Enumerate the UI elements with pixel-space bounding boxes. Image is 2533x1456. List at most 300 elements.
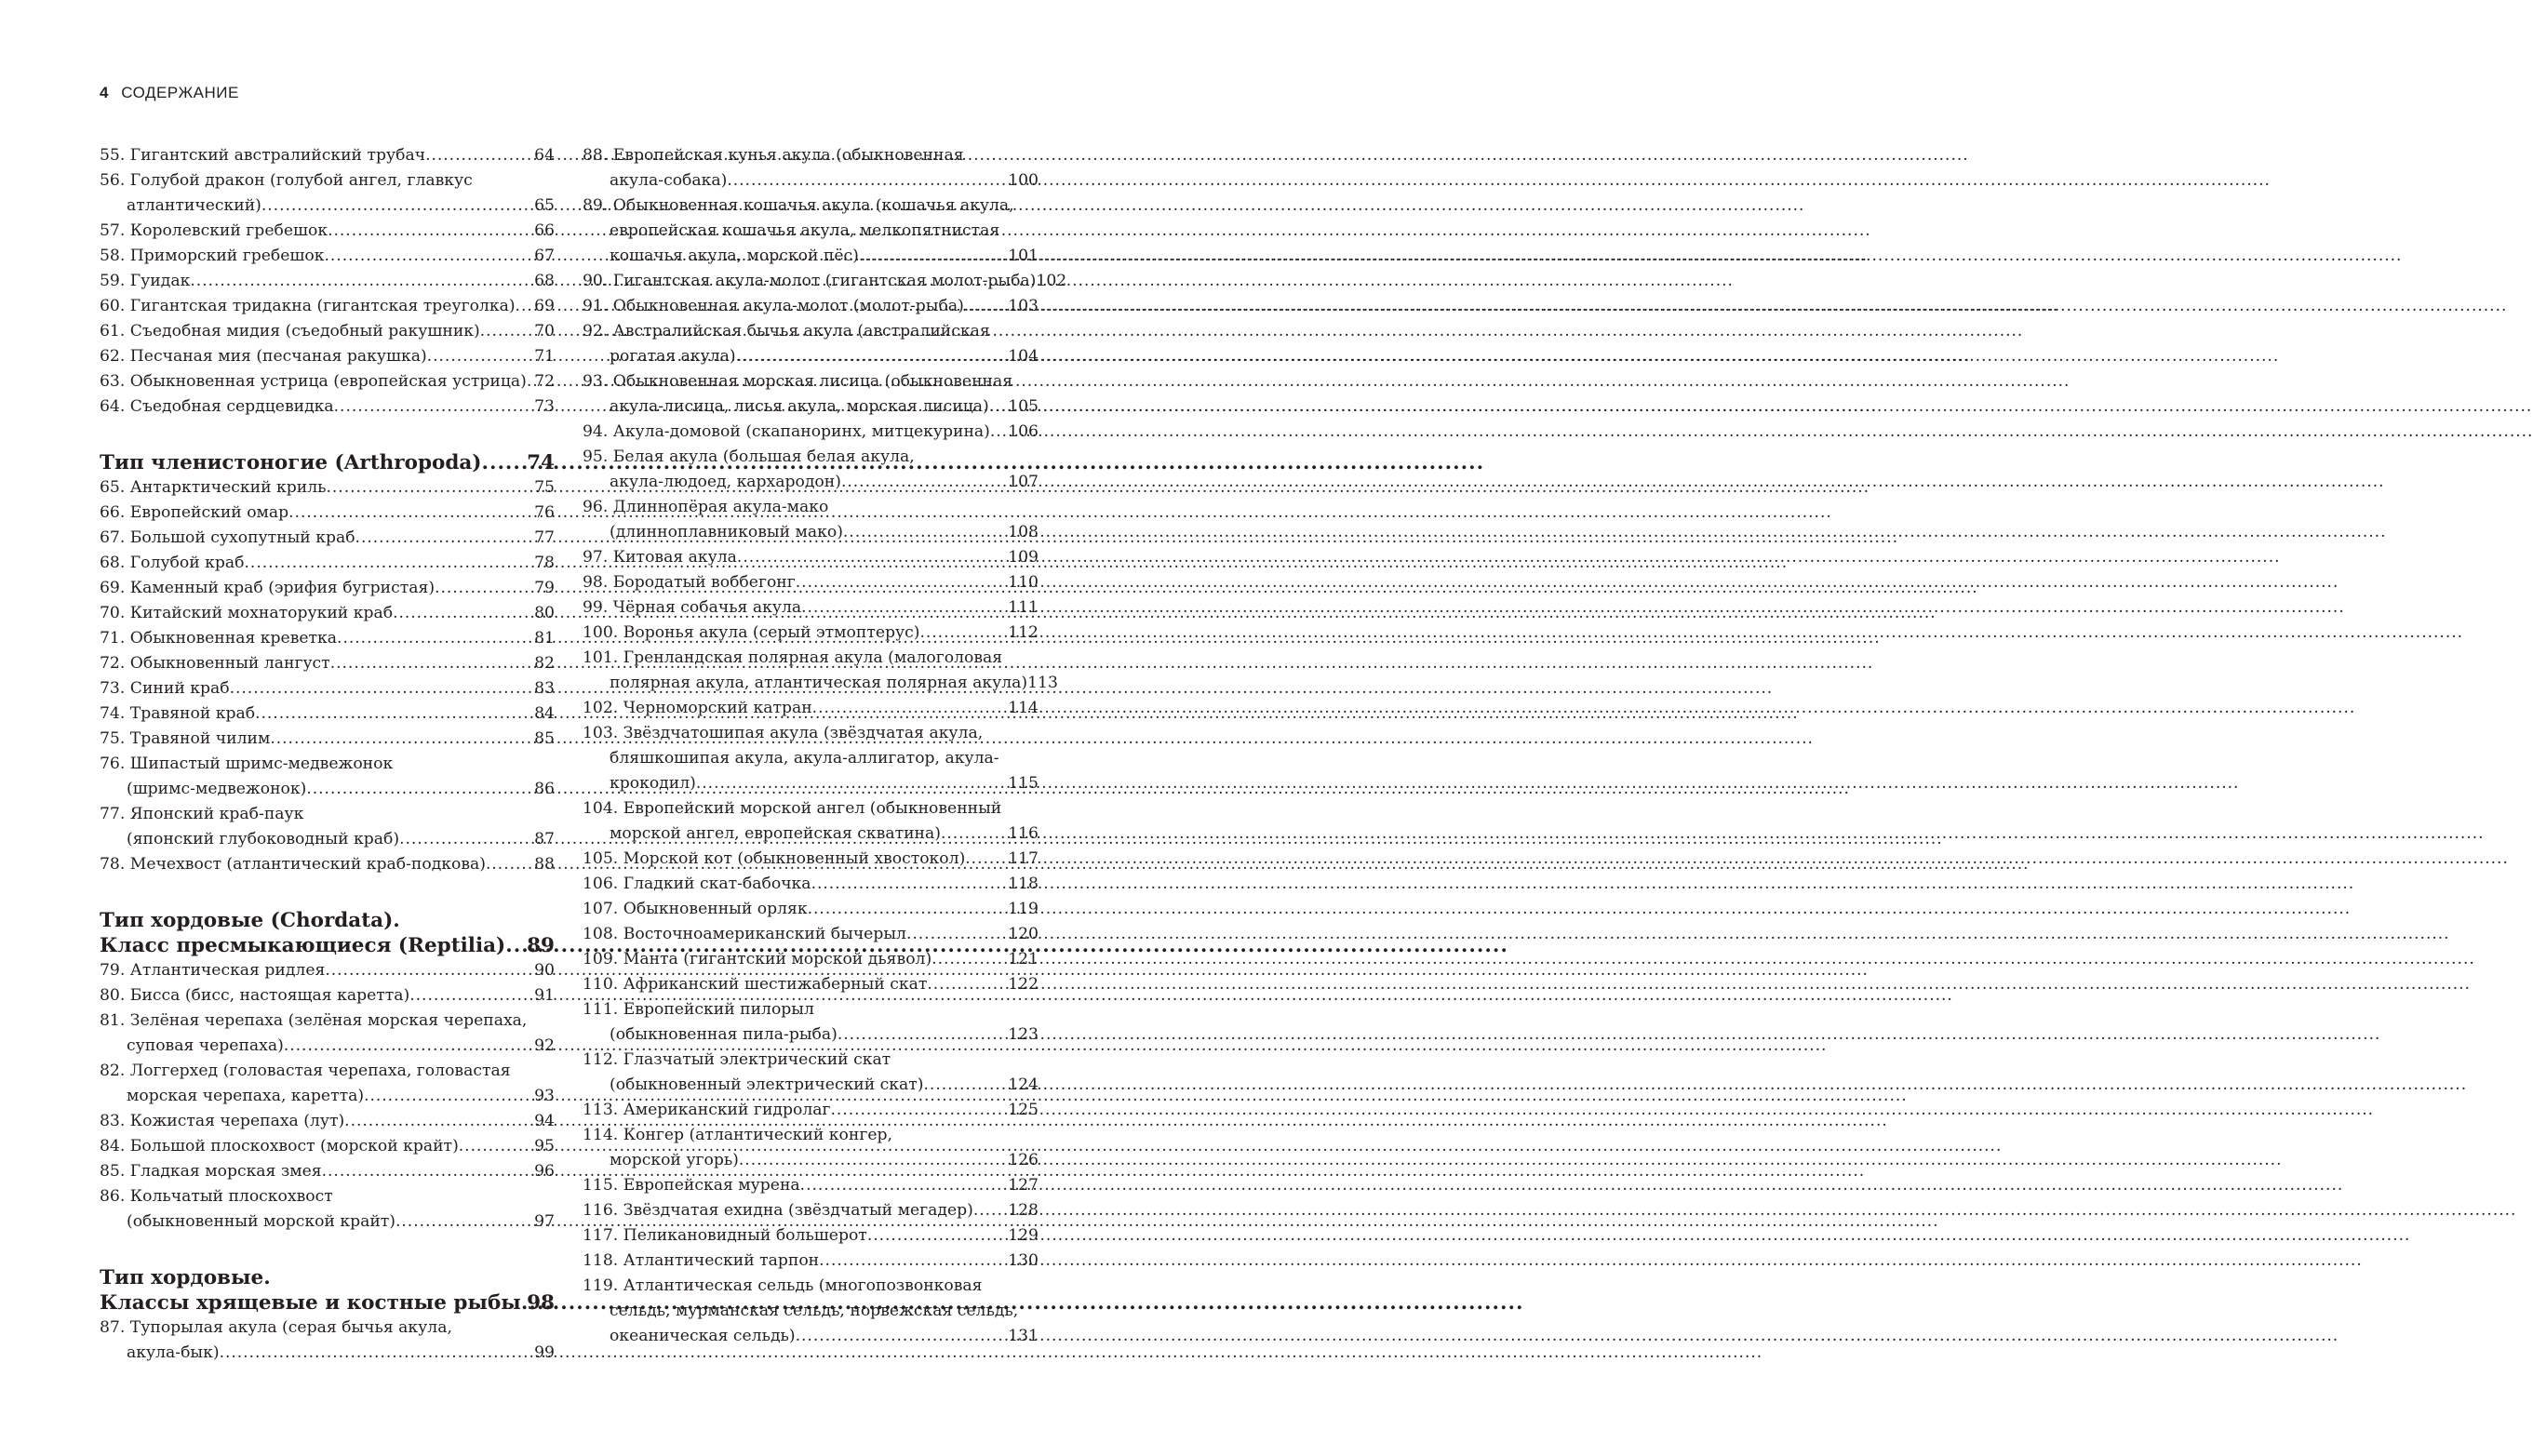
dot-leader <box>941 822 1008 847</box>
entry-page-number: 123 <box>1008 1025 1039 1044</box>
entry-title: 96. Длиннопёрая акула-мако <box>583 498 829 516</box>
toc-entry[interactable] <box>100 143 555 168</box>
entry-title: 83. Кожистая черепаха (лут) <box>100 1112 345 1130</box>
entry-page-number: 87 <box>534 830 555 848</box>
entry-page-number: 80 <box>534 604 555 622</box>
toc-entry[interactable] <box>583 696 1039 721</box>
entry-title: (обыкновенный морской крайт) <box>127 1212 395 1231</box>
entry-page-number: 116 <box>1008 824 1039 843</box>
dot-leader <box>325 958 534 983</box>
entry-title: 97. Китовая акула <box>583 548 737 567</box>
entry-title: 106. Гладкий скат-бабочка <box>583 875 811 893</box>
entry-title: европейская кошачья акула, мелкопятнистая <box>610 221 1000 240</box>
toc-entry[interactable] <box>100 551 555 576</box>
toc-entry[interactable] <box>100 958 555 983</box>
toc-entry-continuation[interactable] <box>583 344 1039 369</box>
section-heading[interactable] <box>100 908 555 933</box>
entry-page-number: 120 <box>1008 925 1039 943</box>
entry-page-number: 83 <box>534 679 555 698</box>
entry-title: 116. Звёздчатая ехидна (звёздчатый мегадер) <box>583 1201 973 1220</box>
dot-leader <box>505 933 527 958</box>
entry-page-number: 77 <box>534 528 555 547</box>
toc-entry[interactable] <box>583 1249 1039 1274</box>
dot-leader <box>393 601 534 626</box>
toc-entry[interactable] <box>583 621 1039 646</box>
toc-entry-continuation[interactable] <box>583 1299 1039 1324</box>
toc-entry[interactable] <box>583 1198 1039 1223</box>
entry-page-number: 97 <box>534 1212 555 1231</box>
toc-entry[interactable] <box>100 852 555 877</box>
toc-entry[interactable] <box>100 626 555 651</box>
dot-leader <box>425 143 534 168</box>
entry-title: 82. Логгерхед (головастая черепаха, головастая <box>100 1062 511 1080</box>
dot-leader <box>739 1148 1008 1173</box>
section-heading[interactable] <box>100 1290 555 1316</box>
dot-leader <box>337 626 534 651</box>
toc-entry[interactable] <box>100 601 555 626</box>
entry-title: (шримс-медвежонок) <box>127 780 307 798</box>
toc-entry[interactable] <box>583 997 1039 1022</box>
toc-entry[interactable] <box>100 1134 555 1159</box>
entry-page-number: 103 <box>1008 297 1039 315</box>
toc-entry[interactable] <box>100 576 555 601</box>
entry-title: 105. Морской кот (обыкновенный хвостокол) <box>583 849 966 868</box>
toc-entry[interactable] <box>100 344 555 369</box>
dot-leader <box>841 470 1008 495</box>
entry-title: (обыкновенный электрический скат) <box>610 1075 924 1094</box>
entry-title: Тип членистоногие (Arthropoda) <box>100 451 482 474</box>
entry-title: Класс пресмыкающиеся (Reptilia) <box>100 934 506 957</box>
entry-page-number: 107 <box>1008 473 1039 491</box>
toc-entry[interactable] <box>583 269 1067 294</box>
dot-leader <box>843 520 1008 545</box>
entry-page-number: 69 <box>534 297 555 315</box>
entry-page-number: 115 <box>1008 774 1039 793</box>
entry-page-number: 93 <box>534 1087 555 1105</box>
entry-title: 115. Европейская мурена <box>583 1176 800 1195</box>
toc-entry[interactable] <box>583 143 1039 168</box>
entry-page-number: 122 <box>1008 975 1039 994</box>
toc-entry-continuation[interactable] <box>583 1324 1039 1349</box>
entry-title: акула-бык) <box>127 1343 220 1362</box>
toc-entry[interactable] <box>100 1184 555 1209</box>
entry-title: 68. Голубой краб <box>100 554 245 572</box>
dot-leader <box>334 394 534 420</box>
toc-entry-continuation[interactable] <box>583 470 1039 495</box>
entry-page-number: 124 <box>1008 1075 1039 1094</box>
entry-title: 66. Европейский омар <box>100 503 289 522</box>
entry-title: 80. Бисса (бисс, настоящая каретта) <box>100 986 410 1005</box>
entry-page-number: 88 <box>534 855 555 874</box>
running-head <box>100 84 239 102</box>
entry-title: Тип хордовые (Chordata). <box>100 909 400 932</box>
dot-leader <box>990 420 1008 445</box>
entry-title: 91. Обыкновенная акула-молот (молот-рыба) <box>583 297 964 315</box>
page-number: 4 <box>100 84 109 101</box>
entry-title: 62. Песчаная мия (песчаная ракушка) <box>100 347 427 366</box>
entry-title: крокодил) <box>610 774 696 793</box>
toc-entry[interactable] <box>583 646 1039 671</box>
entry-page-number: 89 <box>527 934 555 957</box>
toc-entry-continuation[interactable] <box>583 822 1039 847</box>
toc-entry[interactable] <box>100 501 555 526</box>
entry-page-number: 65 <box>534 196 555 215</box>
toc-entry-continuation[interactable] <box>100 777 555 802</box>
entry-title: 88. Европейская кунья акула (обыкновенная <box>583 146 964 165</box>
entry-page-number: 81 <box>534 629 555 648</box>
entry-page-number: 119 <box>1008 900 1039 918</box>
entry-title: 108. Восточноамериканский бычерыл <box>583 925 906 943</box>
entry-page-number: 100 <box>1008 171 1039 190</box>
section-gap <box>100 420 555 450</box>
entry-page-number: 72 <box>534 372 555 391</box>
toc-entry-continuation[interactable] <box>583 168 1039 194</box>
entry-page-number: 91 <box>534 986 555 1005</box>
section-heading[interactable] <box>100 450 555 475</box>
entry-title: кошачья акула, морской пёс) <box>610 247 859 265</box>
entry-page-number: 76 <box>534 503 555 522</box>
entry-page-number: 131 <box>1008 1327 1039 1345</box>
toc-entry[interactable] <box>583 721 1039 746</box>
entry-page-number: 130 <box>1008 1251 1039 1270</box>
entry-page-number: 109 <box>1008 548 1039 567</box>
entry-page-number: 98 <box>527 1291 555 1315</box>
toc-entry-continuation[interactable] <box>583 244 1039 269</box>
entry-page-number: 113 <box>1027 674 1058 692</box>
dot-leader <box>261 194 534 219</box>
entry-title: Классы хрящевые и костные рыбы <box>100 1291 521 1315</box>
entry-page-number: 105 <box>1008 397 1039 416</box>
dot-leader <box>288 501 534 526</box>
dot-leader <box>800 1173 1009 1198</box>
toc-entry[interactable] <box>100 752 555 777</box>
entry-title: 57. Королевский гребешок <box>100 221 328 240</box>
entry-title: (японский глубоководный краб) <box>127 830 400 848</box>
dot-leader <box>924 1073 1009 1098</box>
toc-entry[interactable] <box>583 294 1039 319</box>
toc-entry-continuation[interactable] <box>100 1034 555 1059</box>
entry-page-number: 99 <box>534 1343 555 1362</box>
entry-title: суповая черепаха) <box>127 1036 284 1055</box>
entry-page-number: 66 <box>534 221 555 240</box>
entry-page-number: 75 <box>534 478 555 497</box>
entry-page-number: 129 <box>1008 1226 1039 1245</box>
entry-title: 103. Звёздчатошипая акула (звёздчатая акула, <box>583 724 984 742</box>
dot-leader <box>831 1098 1009 1123</box>
dot-leader <box>964 294 1008 319</box>
entry-page-number: 84 <box>534 704 555 723</box>
entry-title: 81. Зелёная черепаха (зелёная морская черепаха, <box>100 1011 528 1030</box>
entry-title: 110. Африканский шестижаберный скат <box>583 975 928 994</box>
dot-leader <box>516 294 535 319</box>
entry-title: 113. Американский гидролаг <box>583 1101 831 1119</box>
dot-leader <box>906 922 1008 947</box>
toc-entry-continuation[interactable] <box>100 1209 555 1235</box>
toc-entry[interactable] <box>100 319 555 344</box>
entry-title: 67. Большой сухопутный краб <box>100 528 355 547</box>
toc-entry[interactable] <box>583 595 1039 621</box>
toc-entry-continuation[interactable] <box>583 1022 1039 1048</box>
entry-title: 107. Обыкновенный орляк <box>583 900 808 918</box>
dot-leader <box>859 244 1008 269</box>
dot-leader <box>965 847 1008 872</box>
toc-entry-continuation[interactable] <box>583 394 1039 420</box>
entry-title: 94. Акула-домовой (скапаноринх, митцекурина) <box>583 422 990 441</box>
entry-page-number: 79 <box>534 579 555 597</box>
dot-leader <box>736 344 1009 369</box>
entry-page-number: 101 <box>1008 247 1039 265</box>
dot-leader <box>399 827 534 852</box>
dot-leader <box>324 244 534 269</box>
entry-page-number: 86 <box>534 780 555 798</box>
entry-title: 118. Атлантический тарпон <box>583 1251 820 1270</box>
dot-leader <box>459 1134 534 1159</box>
toc-entry[interactable] <box>100 394 555 420</box>
dot-leader <box>328 219 534 244</box>
dot-leader <box>344 1109 534 1134</box>
toc-entry[interactable] <box>583 420 1039 445</box>
toc-entry-continuation[interactable] <box>583 219 1039 244</box>
toc-entry[interactable] <box>583 872 1039 897</box>
dot-leader <box>270 727 534 752</box>
dot-leader <box>322 1159 535 1184</box>
entry-title: морской угорь) <box>610 1151 739 1169</box>
entry-title: 55. Гигантский австралийский трубач <box>100 146 426 165</box>
dot-leader <box>284 1034 534 1059</box>
entry-page-number: 114 <box>1008 699 1039 717</box>
toc-entry-continuation[interactable] <box>583 1073 1039 1098</box>
toc-entry[interactable] <box>100 802 555 827</box>
entry-title: 112. Глазчатый электрический скат <box>583 1050 891 1069</box>
entry-title: 101. Гренландская полярная акула (малоголовая <box>583 648 1003 667</box>
entry-title: 95. Белая акула (большая белая акула, <box>583 447 915 466</box>
toc-entry[interactable] <box>100 269 555 294</box>
dot-leader <box>245 551 535 576</box>
entry-page-number: 67 <box>534 247 555 265</box>
entry-page-number: 96 <box>534 1162 555 1181</box>
toc-left-column <box>100 143 555 1366</box>
dot-leader <box>838 1022 1008 1048</box>
entry-page-number: 125 <box>1008 1101 1039 1119</box>
section-heading[interactable] <box>100 933 555 958</box>
dot-leader <box>480 319 534 344</box>
dot-leader <box>727 168 1008 194</box>
toc-entry[interactable] <box>583 319 1039 344</box>
toc-entry[interactable] <box>100 1009 555 1034</box>
dot-leader <box>919 621 1008 646</box>
dot-leader <box>395 1209 534 1235</box>
entry-page-number: 94 <box>534 1112 555 1130</box>
toc-entry[interactable] <box>583 194 1039 219</box>
dot-leader <box>327 475 535 501</box>
toc-entry[interactable] <box>583 1048 1039 1073</box>
entry-title: (обыкновенная пила-рыба) <box>610 1025 838 1044</box>
entry-title: 65. Антарктический криль <box>100 478 327 497</box>
entry-title: 74. Травяной краб <box>100 704 256 723</box>
entry-title: 63. Обыкновенная устрица (европейская устрица) <box>100 372 527 391</box>
dot-leader <box>306 777 534 802</box>
entry-title: 70. Китайский мохнаторукий краб <box>100 604 394 622</box>
entry-title: 59. Гуидак <box>100 272 191 290</box>
entry-title: акула-людоед, кархародон) <box>610 473 841 491</box>
entry-page-number: 126 <box>1008 1151 1039 1169</box>
dot-leader <box>230 676 535 701</box>
dot-leader <box>527 369 534 394</box>
toc-entry[interactable] <box>583 369 1039 394</box>
entry-title: атлантический) <box>127 196 261 215</box>
entry-title: 61. Съедобная мидия (съедобный ракушник) <box>100 322 480 341</box>
entry-title: 69. Каменный краб (эрифия бугристая) <box>100 579 436 597</box>
entry-title: океаническая сельдь) <box>610 1327 796 1345</box>
entry-title: 117. Пеликановидный большерот <box>583 1226 867 1245</box>
toc-entry[interactable] <box>100 676 555 701</box>
toc-entry[interactable] <box>100 244 555 269</box>
toc-entry[interactable] <box>583 847 1039 872</box>
dot-leader <box>808 897 1009 922</box>
toc-entry[interactable] <box>583 1123 1039 1148</box>
entry-title: 56. Голубой дракон (голубой ангел, главкус <box>100 171 473 190</box>
toc-entry-continuation[interactable] <box>583 671 1058 696</box>
entry-title: 64. Съедобная сердцевидка <box>100 397 334 416</box>
entry-title: акула-лисица, лисья акула, морская лисица) <box>610 397 989 416</box>
entry-page-number: 117 <box>1008 849 1039 868</box>
toc-entry[interactable] <box>583 570 1039 595</box>
entry-title: 99. Чёрная собачья акула <box>583 598 802 617</box>
entry-title: 93. Обыкновенная морская лисица (обыкновенная <box>583 372 1013 391</box>
toc-entry-continuation[interactable] <box>100 194 555 219</box>
toc-entry-continuation[interactable] <box>100 1084 555 1109</box>
toc-entry[interactable] <box>583 947 1039 972</box>
entry-title: 84. Большой плоскохвост (морской крайт) <box>100 1137 459 1155</box>
entry-title: полярная акула, атлантическая полярная акула) <box>610 674 1028 692</box>
entry-title: 58. Приморский гребешок <box>100 247 325 265</box>
dot-leader <box>486 852 534 877</box>
dot-leader <box>435 576 534 601</box>
dot-leader <box>867 1223 1008 1249</box>
toc-entry[interactable] <box>583 1098 1039 1123</box>
entry-page-number: 78 <box>534 554 555 572</box>
entry-title: 71. Обыкновенная креветка <box>100 629 338 648</box>
entry-title: 75. Травяной чилим <box>100 729 271 748</box>
dot-leader <box>927 972 1008 997</box>
toc-entry[interactable] <box>583 922 1039 947</box>
dot-leader <box>409 983 534 1009</box>
dot-leader <box>737 545 1008 570</box>
section-gap <box>100 877 555 908</box>
toc-entry[interactable] <box>100 168 555 194</box>
toc-entry[interactable] <box>583 972 1039 997</box>
toc-entry[interactable] <box>583 495 1039 520</box>
entry-title: 119. Атлантическая сельдь (многопозвонковая <box>583 1276 983 1295</box>
toc-entry[interactable] <box>583 897 1039 922</box>
entry-page-number: 95 <box>534 1137 555 1155</box>
entry-title: рогатая акула) <box>610 347 736 366</box>
entry-page-number: 104 <box>1008 347 1039 366</box>
entry-page-number: 112 <box>1008 623 1039 642</box>
dot-leader <box>330 651 534 676</box>
toc-right-column <box>583 143 1067 1349</box>
toc-entry[interactable] <box>583 1173 1039 1198</box>
dot-leader <box>819 1249 1008 1274</box>
toc-entry[interactable] <box>583 445 1039 470</box>
entry-title: 73. Синий краб <box>100 679 230 698</box>
entry-title: сельдь, мурманская сельдь, норвежская сельдь, <box>610 1302 1019 1320</box>
section-heading[interactable] <box>100 1265 555 1290</box>
page-title: СОДЕРЖАНИЕ <box>121 84 239 101</box>
entry-title: 72. Обыкновенный лангуст <box>100 654 330 673</box>
entry-title: морская черепаха, каретта) <box>127 1087 365 1105</box>
entry-title: 79. Атлантическая ридлея <box>100 961 326 980</box>
dot-leader <box>355 526 535 551</box>
entry-title: 78. Мечехвост (атлантический краб-подкова) <box>100 855 486 874</box>
toc-entry[interactable] <box>100 369 555 394</box>
toc-entry-continuation[interactable] <box>100 1341 555 1366</box>
entry-title: 86. Кольчатый плоскохвост <box>100 1187 333 1206</box>
dot-leader <box>989 394 1008 420</box>
toc-entry[interactable] <box>100 983 555 1009</box>
entry-title: 92. Австралийская бычья акула (австралийская <box>583 322 990 341</box>
entry-page-number: 82 <box>534 654 555 673</box>
entry-page-number: 108 <box>1008 523 1039 541</box>
entry-page-number: 110 <box>1008 573 1039 592</box>
entry-title: 104. Европейский морской ангел (обыкновенный <box>583 799 1002 818</box>
entry-page-number: 128 <box>1008 1201 1039 1220</box>
toc-entry[interactable] <box>100 1109 555 1134</box>
dot-leader <box>190 269 534 294</box>
entry-page-number: 92 <box>534 1036 555 1055</box>
dot-leader <box>973 1198 1008 1223</box>
entry-title: акула-собака) <box>610 171 728 190</box>
toc-entry[interactable] <box>100 1316 555 1341</box>
toc-entry[interactable] <box>100 294 555 319</box>
entry-title: (длинноплавниковый мако) <box>610 523 843 541</box>
entry-title: 76. Шипастый шримс-медвежонок <box>100 755 394 773</box>
toc-entry[interactable] <box>583 545 1039 570</box>
toc-entry[interactable] <box>583 1274 1039 1299</box>
dot-leader <box>696 771 1008 796</box>
entry-title: 111. Европейский пилорыл <box>583 1000 814 1019</box>
toc-entry[interactable] <box>100 526 555 551</box>
dot-leader <box>811 872 1009 897</box>
toc-entry[interactable] <box>100 475 555 501</box>
toc-entry[interactable] <box>100 701 555 727</box>
toc-entry[interactable] <box>100 727 555 752</box>
toc-entry-continuation[interactable] <box>583 520 1039 545</box>
toc-entry-continuation[interactable] <box>583 1148 1039 1173</box>
toc-entry-continuation[interactable] <box>583 771 1039 796</box>
dot-leader <box>796 570 1008 595</box>
toc-entry[interactable] <box>583 796 1039 822</box>
toc-entry[interactable] <box>100 219 555 244</box>
toc-entry-continuation[interactable] <box>583 746 1039 771</box>
toc-entry[interactable] <box>100 1159 555 1184</box>
entry-title: 90. Гигантская акула-молот (гигантская молот-рыба) <box>583 272 1037 290</box>
entry-page-number: 102 <box>1036 272 1067 290</box>
entry-title: 87. Тупорылая акула (серая бычья акула, <box>100 1318 452 1337</box>
toc-entry[interactable] <box>100 651 555 676</box>
toc-entry[interactable] <box>100 1059 555 1084</box>
entry-page-number: 68 <box>534 272 555 290</box>
entry-page-number: 64 <box>534 146 555 165</box>
entry-page-number: 111 <box>1008 598 1039 617</box>
dot-leader <box>255 701 534 727</box>
toc-entry[interactable] <box>583 1223 1039 1249</box>
entry-page-number: 85 <box>534 729 555 748</box>
entry-page-number: 71 <box>534 347 555 366</box>
entry-title: 100. Воронья акула (серый этмоптерус) <box>583 623 920 642</box>
dot-leader <box>427 344 534 369</box>
toc-entry-continuation[interactable] <box>100 827 555 852</box>
